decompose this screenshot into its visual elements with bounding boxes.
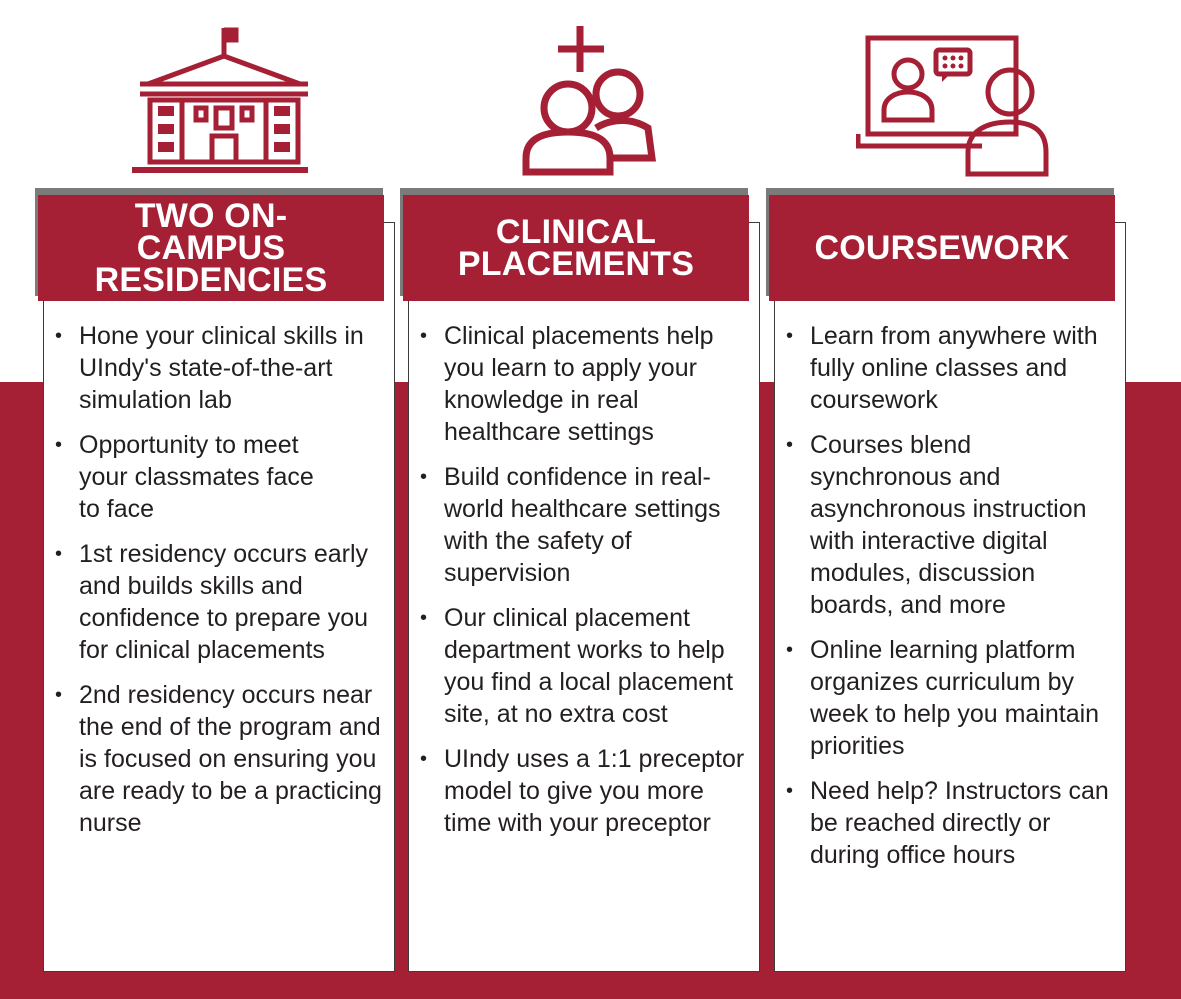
column-title-text: CLINICAL PLACEMENTS xyxy=(457,213,695,283)
online-class-icon xyxy=(856,34,1050,178)
bullet-list xyxy=(65,320,385,852)
column-title xyxy=(403,195,749,301)
column-title-text: COURSEWORK xyxy=(814,229,1070,267)
list-item: • Courses blend synchronous and asynchronous instruction with interactive digital modules, discussion boards, and more xyxy=(796,429,1116,621)
list-item: • Need help? Instructors can be reached directly or during office hours xyxy=(796,775,1116,871)
list-item: • 2nd residency occurs near the end of the program and is focused on ensuring you are ready to be a practicing nurse xyxy=(65,679,385,839)
bullet-list xyxy=(796,320,1116,884)
list-item: • Hone your clinical skills in UIndy's state-of-the-art simulation lab xyxy=(65,320,385,416)
list-item: • Online learning platform organizes curriculum by week to help you maintain priorities xyxy=(796,634,1116,762)
list-item: • Opportunity to meet your classmates face to face xyxy=(65,429,319,525)
healthcare-team-icon xyxy=(520,22,660,178)
column-title-text: TWO ON-CAMPUS RESIDENCIES xyxy=(94,197,328,299)
list-item: • Clinical placements help you learn to apply your knowledge in real healthcare settings xyxy=(430,320,750,448)
column-title xyxy=(769,195,1115,301)
list-item: • Our clinical placement department works to help you find a local placement site, at no extra cost xyxy=(430,602,750,730)
list-item: • Learn from anywhere with fully online classes and coursework xyxy=(796,320,1116,416)
university-building-icon xyxy=(128,24,312,176)
list-item: • UIndy uses a 1:1 preceptor model to give you more time with your preceptor xyxy=(430,743,750,839)
list-item: • Build confidence in real-world healthcare settings with the safety of supervision xyxy=(430,461,750,589)
column-title xyxy=(38,195,384,301)
bullet-list xyxy=(430,320,750,852)
list-item: • 1st residency occurs early and builds skills and confidence to prepare you for clinical placements xyxy=(65,538,385,666)
